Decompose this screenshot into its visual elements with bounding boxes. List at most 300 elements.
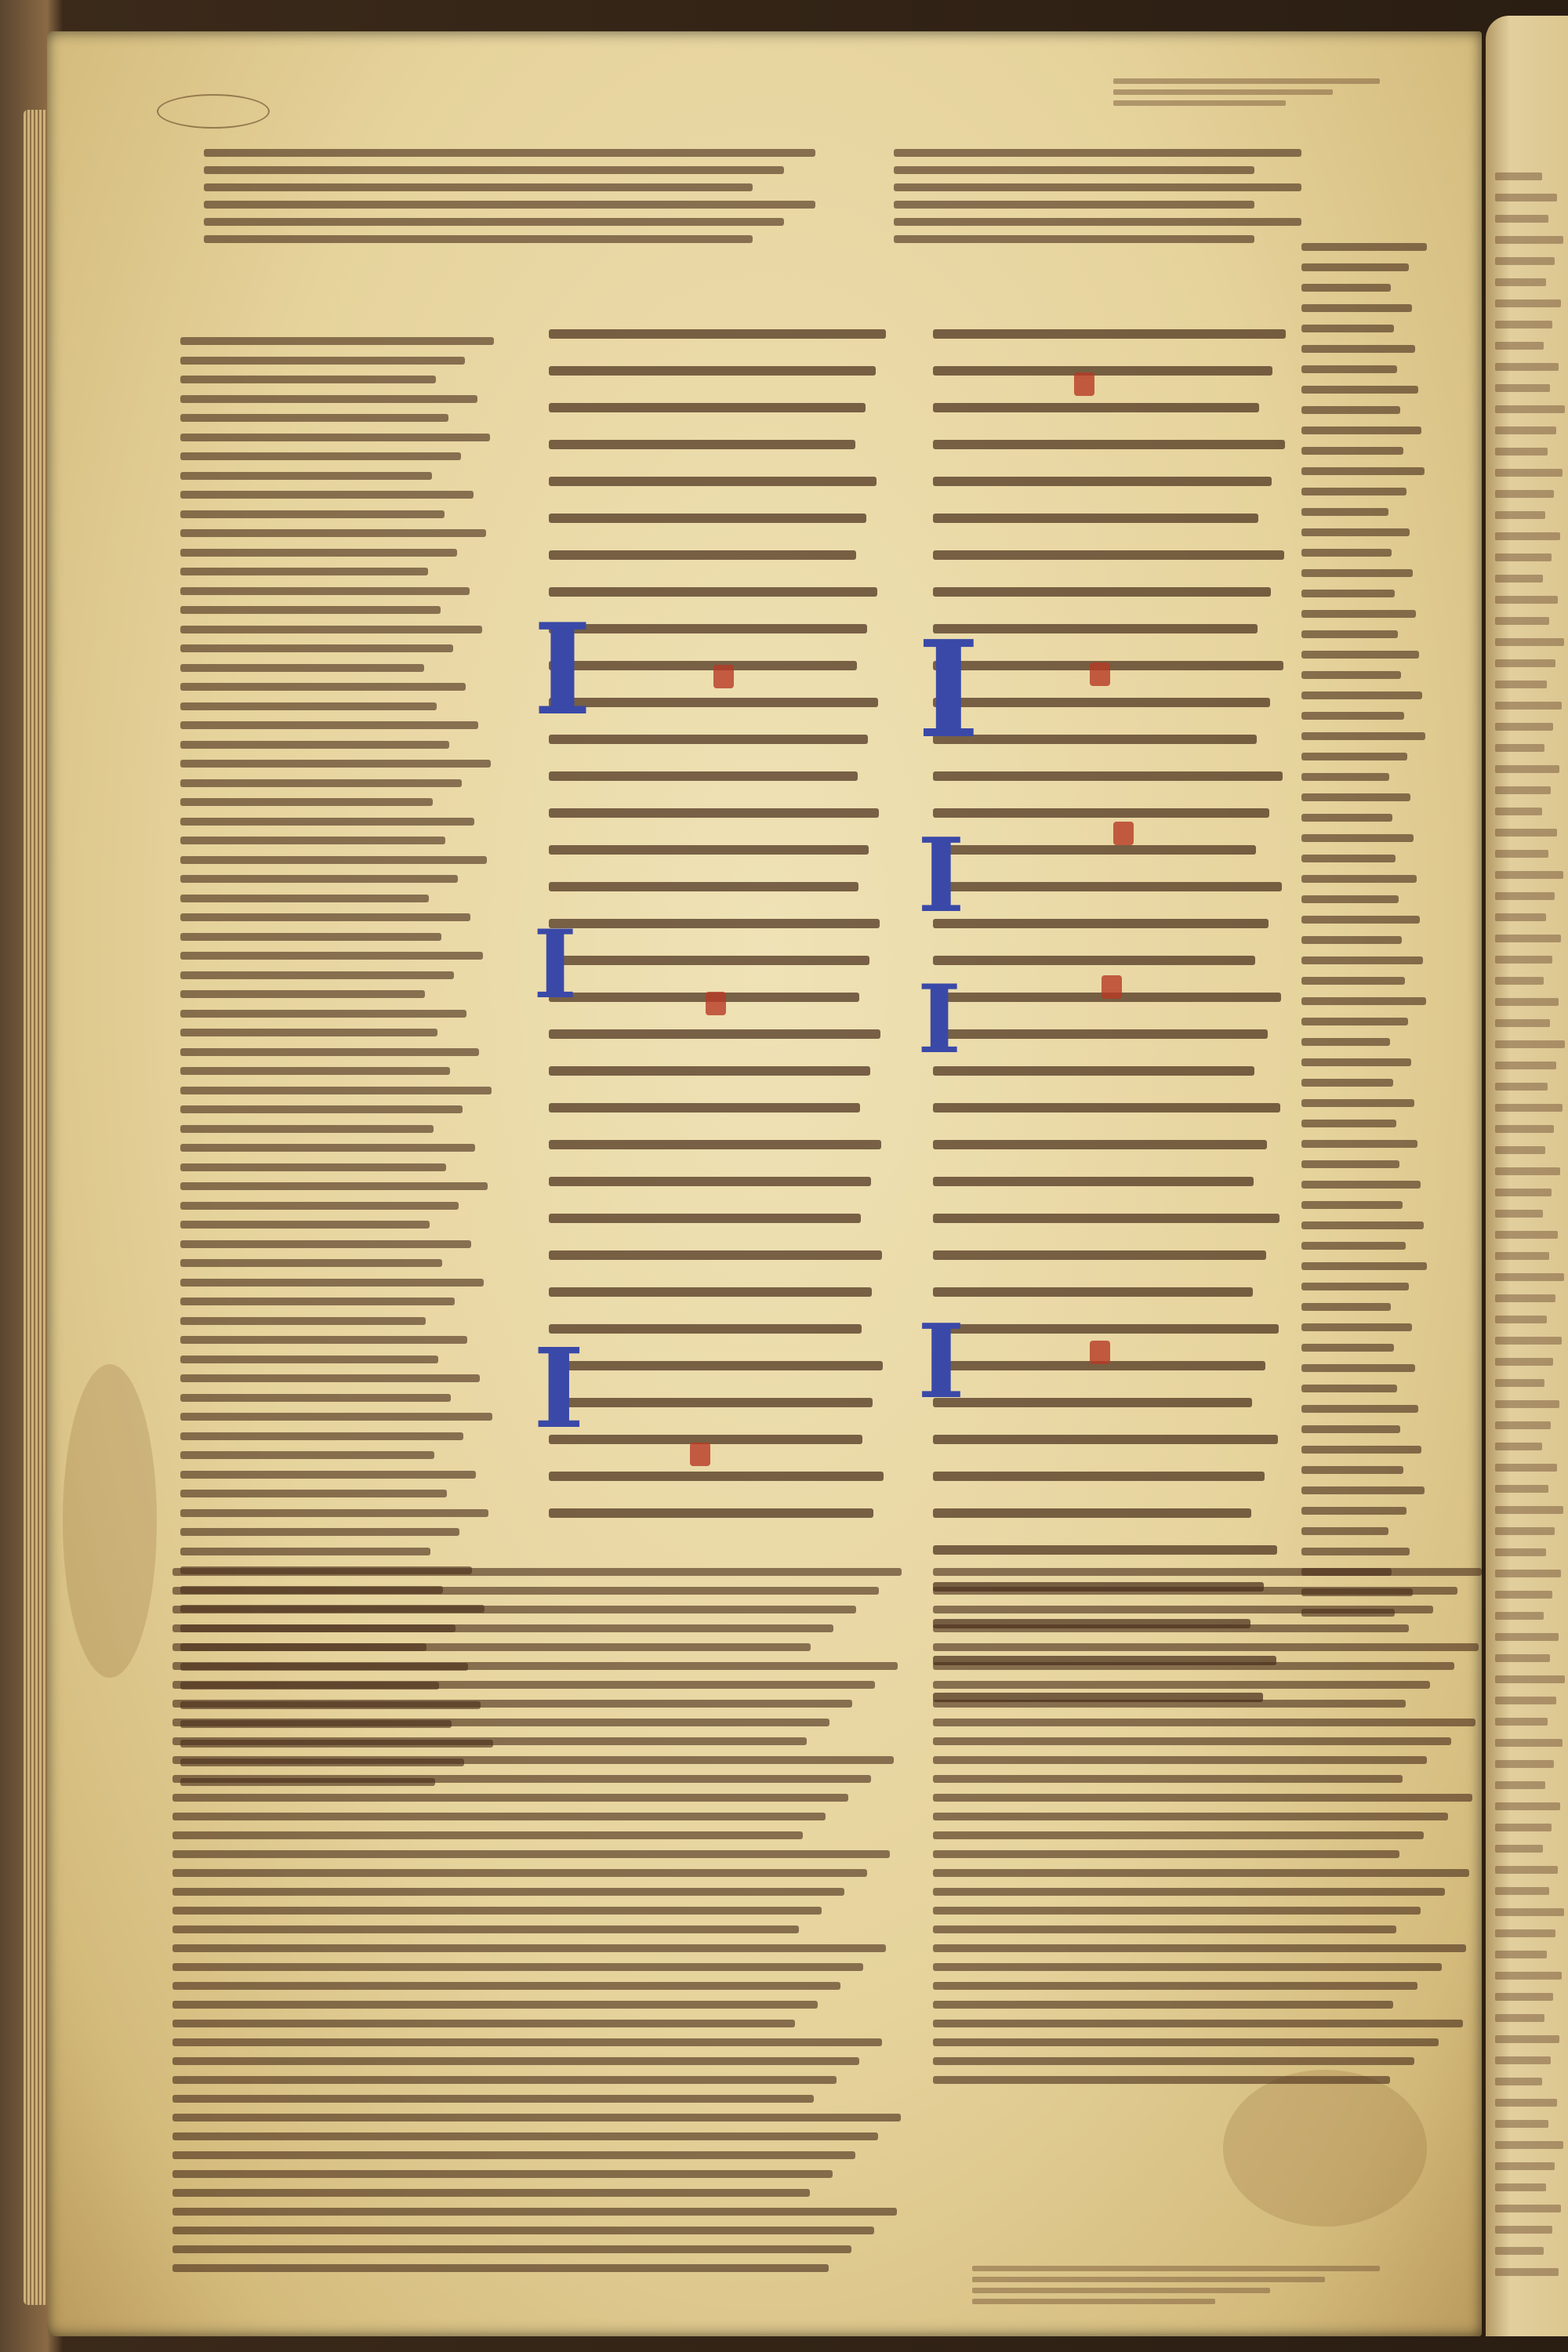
gloss-line-bottom-left [172,1926,799,1933]
gloss-line-right [1301,304,1412,312]
facing-page-text [1495,2247,1544,2255]
facing-page-text [1495,1697,1556,1704]
gloss-line-left [180,395,477,403]
facing-page-text [1495,1167,1560,1175]
gloss-line-top-left [204,149,815,157]
gloss-line-right [1301,1221,1424,1229]
gloss-line-right [1301,549,1392,557]
gloss-line-right [1301,426,1421,434]
facing-page-text [1495,1316,1547,1323]
facing-page-text [1495,1548,1546,1556]
gloss-line-bottom-left [172,2227,874,2234]
stain [63,1364,157,1678]
facing-page-edge [1486,16,1568,2336]
facing-page-text [1495,1104,1563,1112]
gloss-line-right [1301,895,1399,903]
facing-page-text [1495,659,1555,667]
facing-page-text [1495,1781,1545,1789]
gloss-line-left [180,1221,430,1229]
main-text-line [549,1214,861,1223]
gloss-line-bottom-left [172,1756,894,1764]
gloss-line-left [180,337,494,345]
gloss-line-bottom-left [172,1624,833,1632]
facing-page-text [1495,1400,1559,1408]
facing-page-text [1495,299,1561,307]
facing-page-text [1495,172,1542,180]
gloss-line-left [180,664,424,672]
gloss-line-right [1301,508,1388,516]
facing-page-text [1495,1125,1554,1133]
gloss-line-right [1301,467,1425,475]
facing-page-text [1495,1506,1563,1514]
facing-page-text [1495,1718,1548,1726]
gloss-line-left [180,472,432,480]
facing-page-text [1495,786,1551,794]
rubric-letter [1102,975,1122,999]
facing-page-text [1495,363,1559,371]
gloss-line-left [180,837,445,844]
gloss-line-bottom-left [172,1719,829,1726]
facing-page-text [1495,1908,1564,1916]
facing-page-text [1495,702,1562,710]
gloss-line-bottom-right [933,1813,1448,1820]
facing-page-text [1495,1273,1564,1281]
main-text-line [933,440,1285,449]
main-text-line [933,1324,1279,1334]
gloss-line-right [1301,1242,1406,1250]
gloss-line-right [1301,1099,1414,1107]
main-text-line [549,1029,880,1039]
main-text-line [549,1177,871,1186]
rubric-letter [690,1443,710,1466]
gloss-line-right [1301,528,1410,536]
gloss-line-bottom-left [172,1794,848,1802]
facing-page-text [1495,808,1542,815]
gloss-line-right [1301,936,1402,944]
facing-page-text [1495,426,1556,434]
gloss-line-left [180,683,466,691]
gloss-line-left [180,452,461,460]
main-text-line [933,698,1270,707]
gloss-line-bottom-left [172,2151,855,2159]
gloss-line-bottom-right [933,1982,1417,1990]
facing-page-text [1495,384,1550,392]
gloss-line-left [180,798,433,806]
gloss-line-right [1301,1486,1425,1494]
gloss-line-left [180,1163,446,1171]
facing-page-text [1495,215,1548,223]
gloss-line-bottom-right [933,2038,1439,2046]
main-text-line [549,735,868,744]
facing-page-text [1495,1993,1553,2001]
gloss-line-right [1301,1160,1399,1168]
facing-page-text [1495,2205,1561,2212]
main-text-line [549,1361,883,1370]
facing-page-text [1495,2183,1546,2191]
facing-page-text [1495,1040,1565,1048]
gloss-line-bottom-left [172,1737,807,1745]
gloss-line-left [180,952,483,960]
main-text-line [933,624,1258,633]
facing-page-text [1495,1252,1549,1260]
gloss-line-right [1301,1038,1390,1046]
facing-page-text [1495,1570,1561,1577]
gloss-line-left [180,1548,430,1555]
gloss-line-left [180,606,441,614]
gloss-line-left [180,1240,471,1248]
gloss-line-left [180,721,478,729]
facing-page-text [1495,1824,1552,1831]
main-text-line [933,1066,1254,1076]
gloss-line-bottom-left [172,2114,901,2122]
facing-page-text [1495,194,1557,201]
gloss-line-bottom-left [172,1643,811,1651]
facing-page-text [1495,1358,1553,1366]
gloss-line-right [1301,814,1392,822]
main-text-line [549,993,859,1002]
facing-page-text [1495,956,1552,964]
gloss-line-left [180,357,465,365]
gloss-line-right [1301,1425,1400,1433]
main-text-line [549,771,858,781]
gloss-line-left [180,1298,455,1305]
gloss-line-right [1301,753,1407,760]
gloss-line-right [1301,1527,1388,1535]
decorated-initial: I [917,964,962,1075]
facing-page-text [1495,1231,1558,1239]
gloss-line-left [180,434,490,441]
gloss-line-right [1301,488,1406,495]
gloss-line-top-right [894,183,1301,191]
gloss-line-bottom-left [172,1775,871,1783]
main-text-line [933,845,1256,855]
gloss-line-bottom-right [933,2001,1393,2009]
facing-page-text [1495,977,1544,985]
facing-page-text [1495,490,1554,498]
gloss-line-bottom-left [172,1963,863,1971]
main-text-line [933,1472,1265,1481]
gloss-line-left [180,1528,459,1536]
facing-page-text [1495,278,1546,286]
gloss-line-left [180,1432,463,1440]
facing-page-text [1495,2268,1559,2276]
gloss-line-left [180,1144,475,1152]
facing-page-text [1495,1591,1552,1599]
gloss-line-bottom-left [172,1587,879,1595]
main-text-line [933,771,1283,781]
facing-page-text [1495,1802,1560,1810]
main-text-line [549,1508,873,1518]
facing-page-text [1495,2099,1557,2107]
gloss-line-bottom-left [172,2132,878,2140]
gloss-line-bottom-left [172,2264,829,2272]
gloss-line-right [1301,1548,1410,1555]
gloss-line-bottom-left [172,1982,840,1990]
facing-page-text [1495,1654,1550,1662]
gloss-line-bottom-right [933,1756,1427,1764]
gloss-line-right [1301,1262,1427,1270]
gloss-line-top-right [894,166,1254,174]
facing-page-text [1495,871,1563,879]
facing-page-text [1495,1633,1559,1641]
facing-page-text [1495,1464,1557,1472]
gloss-line-right [1301,1385,1397,1392]
gloss-line-left [180,626,482,633]
gloss-line-left [180,1317,426,1325]
gloss-line-bottom-right [933,1662,1454,1670]
facing-page-text [1495,405,1565,413]
gloss-line-left [180,1029,437,1036]
gloss-line-bottom-left [172,1888,844,1896]
main-text-line [549,587,877,597]
rubric-letter [1074,372,1094,396]
gloss-line-left [180,1374,480,1382]
main-text-line [549,1398,873,1407]
main-text-line [549,1324,862,1334]
gloss-line-right [1301,243,1427,251]
gloss-line-bottom-left [172,2208,897,2216]
gloss-line-left [180,779,462,787]
gloss-line-right [1301,447,1403,455]
gloss-line-left [180,971,454,979]
gloss-line-left [180,933,441,941]
facing-page-text [1495,1485,1548,1493]
facing-page-text [1495,935,1561,942]
gloss-line-right [1301,630,1398,638]
gloss-line-bottom-right [933,1907,1421,1915]
facing-page-text [1495,2141,1563,2149]
gloss-line-right [1301,325,1394,332]
stacked-page-edges [24,110,50,2305]
gloss-line-right [1301,284,1391,292]
gloss-line-bottom-right [933,1737,1451,1745]
gloss-line-left [180,990,425,998]
gloss-line-right [1301,773,1389,781]
gloss-line-top-right [894,201,1254,209]
gloss-line-right [1301,651,1419,659]
gloss-line-bottom-right [933,1719,1475,1726]
rubric-letter [1090,1341,1110,1364]
main-text-line [549,1287,872,1297]
pen-flourish [157,94,270,129]
gloss-line-right [1301,916,1420,924]
main-text-line [549,845,869,855]
facing-page-text [1495,2014,1544,2022]
gloss-line-left [180,702,437,710]
gloss-line-bottom-left [172,1831,803,1839]
annotation-line [972,2266,1380,2271]
annotation-line [1113,89,1333,95]
gloss-line-bottom-left [172,1850,890,1858]
gloss-line-right [1301,1058,1411,1066]
facing-page-text [1495,469,1563,477]
annotation-line [1113,100,1286,106]
facing-page-text [1495,342,1544,350]
gloss-line-bottom-left [172,1869,867,1877]
facing-page-text [1495,913,1546,921]
gloss-line-left [180,818,474,826]
main-text-line [933,1287,1253,1297]
gloss-line-right [1301,386,1418,394]
rubric-letter [1113,822,1134,845]
gloss-line-left [180,1413,492,1421]
gloss-line-left [180,587,470,595]
main-text-line [549,403,866,412]
gloss-line-right [1301,345,1415,353]
gloss-line-right [1301,1140,1417,1148]
facing-page-text [1495,1421,1551,1429]
stain [1223,2070,1427,2227]
facing-page-text [1495,236,1563,244]
gloss-line-bottom-right [933,2076,1390,2084]
facing-page-text [1495,1739,1563,1747]
main-text-line [933,1435,1278,1444]
main-text-line [933,882,1282,891]
gloss-line-bottom-right [933,1944,1466,1952]
decorated-initial: I [917,1301,965,1421]
gloss-line-right [1301,1364,1415,1372]
gloss-line-left [180,1509,488,1517]
gloss-line-bottom-right [933,1926,1396,1933]
facing-page-text [1495,1612,1544,1620]
gloss-line-left [180,568,428,575]
main-text-line [933,329,1286,339]
gloss-line-right [1301,855,1396,862]
main-text-line [549,1472,884,1481]
main-text-line [933,477,1272,486]
gloss-line-right [1301,1201,1403,1209]
main-text-line [933,1214,1279,1223]
gloss-line-bottom-left [172,2245,851,2253]
facing-page-text [1495,1929,1555,1937]
facing-page-text [1495,681,1547,688]
gloss-line-left [180,644,453,652]
facing-page-text [1495,1527,1555,1535]
gloss-line-top-left [204,201,815,209]
gloss-line-bottom-right [933,1831,1424,1839]
gloss-line-left [180,376,436,383]
gloss-line-bottom-left [172,2189,810,2197]
facing-page-text [1495,638,1564,646]
gloss-line-right [1301,610,1416,618]
gloss-line-top-left [204,218,784,226]
facing-page-text [1495,617,1549,625]
gloss-line-bottom-left [172,2038,882,2046]
gloss-line-bottom-right [933,1869,1469,1877]
gloss-line-top-right [894,235,1254,243]
gloss-line-bottom-right [933,1850,1399,1858]
gloss-line-right [1301,691,1422,699]
gloss-line-right [1301,875,1417,883]
facing-page-text [1495,2162,1555,2170]
rubric-letter [706,992,726,1015]
gloss-line-bottom-right [933,1963,1442,1971]
gloss-line-right [1301,997,1426,1005]
gloss-line-left [180,1336,467,1344]
main-text-line [933,1508,1251,1518]
gloss-line-right [1301,732,1425,740]
decorated-initial: I [917,815,965,935]
annotation-line [972,2299,1215,2304]
gloss-line-left [180,414,448,422]
main-text-line [933,550,1284,560]
main-text-line [933,808,1269,818]
facing-page-text [1495,1294,1555,1302]
gloss-line-right [1301,977,1405,985]
gloss-line-right [1301,590,1395,597]
main-text-line [549,1140,881,1149]
facing-page-text [1495,257,1555,265]
facing-page-text [1495,532,1560,540]
gloss-line-top-left [204,166,784,174]
facing-page-text [1495,1019,1550,1027]
gloss-line-top-left [204,183,753,191]
annotation-line [972,2277,1325,2282]
gloss-line-right [1301,1018,1408,1025]
facing-page-text [1495,321,1552,328]
main-text-line [933,403,1259,412]
facing-page-text [1495,892,1555,900]
gloss-line-left [180,895,429,902]
gloss-line-right [1301,1446,1421,1454]
main-text-line [549,919,880,928]
facing-page-text [1495,1083,1548,1091]
gloss-line-left [180,1125,434,1133]
main-text-line [933,1103,1280,1112]
gloss-line-bottom-right [933,1568,1482,1576]
gloss-line-left [180,1182,488,1190]
main-text-line [549,1066,870,1076]
facing-page-text [1495,511,1545,519]
gloss-line-right [1301,1303,1391,1311]
gloss-line-right [1301,1323,1412,1331]
facing-page-text [1495,1951,1547,1958]
facing-page-text [1495,1845,1543,1853]
main-text-line [933,1140,1267,1149]
main-text-line [549,956,869,965]
decorated-initial: I [533,1325,585,1454]
gloss-line-right [1301,1507,1406,1515]
main-text-line [933,1177,1254,1186]
main-text-line [549,514,866,523]
main-text-line [933,587,1271,597]
gloss-line-bottom-left [172,1813,826,1820]
annotation-line [1113,78,1380,84]
facing-page-text [1495,723,1553,731]
main-text-line [933,956,1255,965]
main-text-line [549,477,877,486]
facing-page-text [1495,1887,1549,1895]
gloss-line-left [180,549,457,557]
rubric-letter [1090,662,1110,686]
main-text-line [549,882,858,891]
main-text-line [549,661,857,670]
gloss-line-bottom-right [933,1700,1406,1708]
gloss-line-right [1301,793,1410,801]
gloss-line-left [180,913,470,921]
gloss-line-top-right [894,218,1301,226]
gloss-line-top-left [204,235,753,243]
main-text-line [549,440,855,449]
decorated-initial: I [533,596,592,743]
facing-page-text [1495,1675,1565,1683]
gloss-line-bottom-right [933,1888,1445,1896]
gloss-line-bottom-right [933,1775,1403,1783]
gloss-line-left [180,1471,476,1479]
facing-page-text [1495,1062,1556,1069]
gloss-line-left [180,875,458,883]
gloss-line-bottom-left [172,2170,833,2178]
